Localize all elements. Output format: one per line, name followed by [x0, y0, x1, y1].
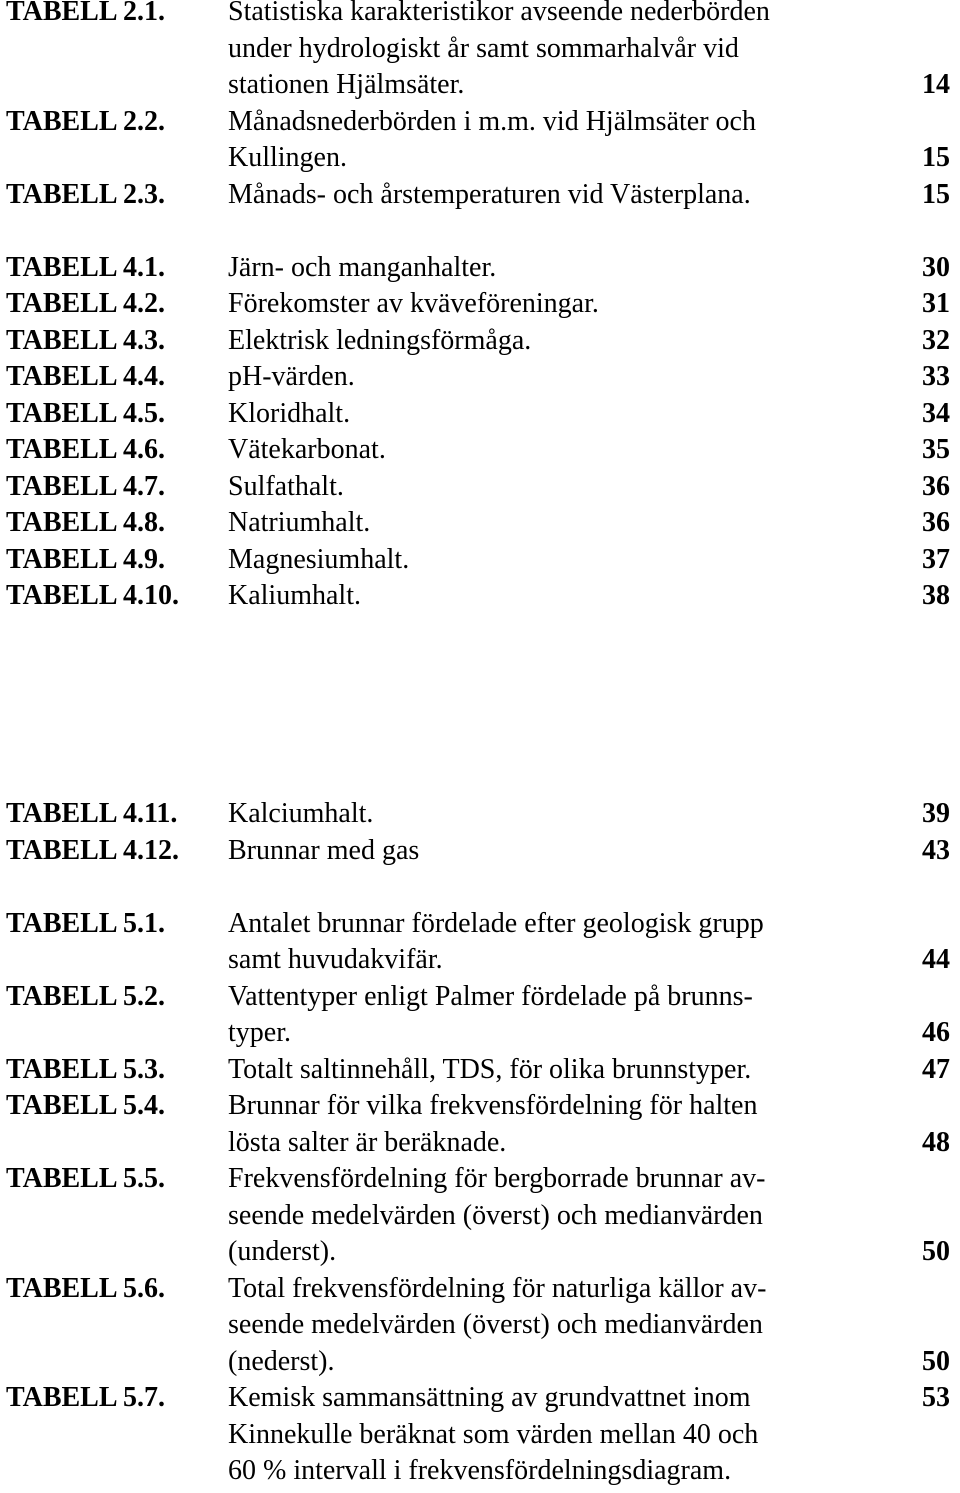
- page-number: 32: [922, 324, 950, 356]
- table-label: TABELL 5.6.: [6, 1272, 165, 1304]
- toc-entry: [6, 104, 960, 177]
- table-label: TABELL 4.5.: [6, 397, 165, 429]
- table-title: [228, 250, 874, 287]
- toc-entry: [6, 250, 960, 287]
- table-label: TABELL 2.3.: [6, 178, 165, 210]
- table-title-line: Förekomster av kväveföreningar.: [228, 288, 599, 319]
- table-title: [228, 323, 874, 360]
- table-title-line: Kullingen.: [228, 142, 347, 173]
- table-title-line: Kemisk sammansättning av grundvattnet inom: [228, 1382, 751, 1413]
- table-label: TABELL 5.5.: [6, 1163, 165, 1194]
- table-title: [228, 1052, 874, 1089]
- toc-entry: [6, 505, 960, 542]
- toc-entry: [6, 1271, 960, 1381]
- table-title-line: Vätekarbonat.: [228, 434, 386, 465]
- table-title-line: Brunnar för vilka frekvensfördelning för halten: [228, 1090, 758, 1121]
- table-title-line: Sulfathalt.: [228, 470, 344, 502]
- page-number: 31: [922, 288, 950, 319]
- table-title-line: Järn- och manganhalter.: [228, 251, 497, 283]
- toc-entry: [6, 1052, 960, 1089]
- table-title-line: stationen Hjälmsäter.: [228, 69, 465, 100]
- page-number: 48: [922, 1126, 950, 1158]
- toc-entry: [6, 1088, 960, 1161]
- page-number: 50: [922, 1236, 950, 1267]
- table-label: TABELL 5.2.: [6, 980, 165, 1012]
- table-title: [228, 1271, 874, 1381]
- toc-entry: [6, 979, 960, 1052]
- table-label: TABELL 4.11.: [6, 798, 178, 829]
- toc-entry: [6, 1380, 960, 1490]
- page-number: 43: [922, 834, 950, 866]
- table-title-line: Statistiska karakteristikor avseende nederbörden: [228, 0, 770, 27]
- table-title-line: pH-värden.: [228, 361, 355, 392]
- toc-entry: [6, 1161, 960, 1271]
- table-title: [228, 796, 874, 833]
- toc-block-2: [6, 796, 960, 1490]
- table-title-line: Natriumhalt.: [228, 507, 371, 538]
- table-title-line: Kaliumhalt.: [228, 580, 361, 611]
- table-title-line: typer.: [228, 1017, 291, 1048]
- table-title: [228, 833, 874, 870]
- page-number: 30: [922, 251, 950, 283]
- table-label: TABELL 4.9.: [6, 543, 165, 575]
- page-number: 47: [922, 1053, 950, 1085]
- toc-block-1: [6, 0, 960, 615]
- toc-entry: [6, 542, 960, 579]
- table-title: [228, 906, 874, 979]
- table-title-line: Antalet brunnar fördelade efter geologisk grupp: [228, 907, 764, 939]
- page-number: 53: [922, 1382, 950, 1413]
- table-title: [228, 469, 874, 506]
- table-title-line: Kalciumhalt.: [228, 798, 374, 829]
- table-title-line: Totalt saltinnehåll, TDS, för olika brunnstyper.: [228, 1053, 752, 1085]
- table-title: [228, 505, 874, 542]
- table-title-line: Magnesiumhalt.: [228, 543, 410, 575]
- page-number: 36: [922, 470, 950, 502]
- table-label: TABELL 5.7.: [6, 1382, 165, 1413]
- table-title: [228, 542, 874, 579]
- toc-entry: [6, 432, 960, 469]
- page-number: 34: [922, 397, 950, 429]
- page-number: 15: [922, 178, 950, 210]
- table-title-line: under hydrologiskt år samt sommarhalvår vid: [228, 32, 739, 64]
- table-title: [228, 104, 874, 177]
- page-number: 50: [922, 1345, 950, 1377]
- table-title-line: seende medelvärden (överst) och medianvärden: [228, 1199, 763, 1231]
- table-title: [228, 0, 874, 104]
- table-title: [228, 979, 874, 1052]
- table-label: TABELL 5.1.: [6, 907, 165, 939]
- table-label: TABELL 2.1.: [6, 0, 165, 27]
- table-title-line: 60 % intervall i frekvensfördelningsdiagram.: [228, 1455, 732, 1486]
- table-label: TABELL 4.8.: [6, 507, 165, 538]
- table-label: TABELL 4.6.: [6, 434, 165, 465]
- table-label: TABELL 4.12.: [6, 834, 179, 866]
- table-label: TABELL 4.1.: [6, 251, 165, 283]
- table-title: [228, 177, 874, 214]
- toc-entry: [6, 906, 960, 979]
- table-title-line: lösta salter är beräknade.: [228, 1126, 507, 1158]
- page-number: 36: [922, 507, 950, 538]
- page-number: 39: [922, 798, 950, 829]
- page-number: 35: [922, 434, 950, 465]
- toc-entry: [6, 177, 960, 214]
- table-title-line: Månadsnederbörden i m.m. vid Hjälmsäter och: [228, 105, 756, 137]
- table-title: [228, 1161, 874, 1271]
- page-number: 46: [922, 1017, 950, 1048]
- table-title: [228, 359, 874, 396]
- table-title-line: Månads- och årstemperaturen vid Västerplana.: [228, 178, 751, 210]
- table-title: [228, 432, 874, 469]
- table-title: [228, 286, 874, 323]
- toc-entry: [6, 286, 960, 323]
- table-label: TABELL 4.2.: [6, 288, 165, 319]
- table-title: [228, 1380, 874, 1490]
- table-label: TABELL 4.10.: [6, 580, 179, 611]
- table-title-line: Elektrisk ledningsförmåga.: [228, 324, 532, 356]
- table-title: [228, 1088, 874, 1161]
- table-title-line: Brunnar med gas: [228, 834, 420, 866]
- toc-entry: [6, 396, 960, 433]
- toc-entry: [6, 796, 960, 833]
- table-title-line: Vattentyper enligt Palmer fördelade på brunns-: [228, 980, 753, 1012]
- page-number: 15: [922, 142, 950, 173]
- table-title-line: Kloridhalt.: [228, 397, 351, 429]
- table-label: TABELL 4.4.: [6, 361, 165, 392]
- table-label: TABELL 5.3.: [6, 1053, 165, 1085]
- table-title-line: Total frekvensfördelning för naturliga källor av-: [228, 1272, 767, 1304]
- page-number: 44: [922, 944, 950, 975]
- page-number: 14: [922, 69, 950, 100]
- table-label: TABELL 2.2.: [6, 105, 165, 137]
- table-title-line: Kinnekulle beräknat som värden mellan 40 och: [228, 1418, 759, 1450]
- toc-entry: [6, 469, 960, 506]
- page-number: 33: [922, 361, 950, 392]
- toc-entry: [6, 833, 960, 870]
- table-label: TABELL 5.4.: [6, 1090, 165, 1121]
- table-title-line: samt huvudakvifär.: [228, 944, 443, 975]
- table-title-line: Frekvensfördelning för bergborrade brunnar av-: [228, 1163, 766, 1194]
- page-number: 38: [922, 580, 950, 611]
- toc-entry: [6, 323, 960, 360]
- page-number: 37: [922, 543, 950, 575]
- table-title: [228, 396, 874, 433]
- toc-entry: [6, 578, 960, 615]
- toc-entry: [6, 0, 960, 104]
- table-title-line: (nederst).: [228, 1345, 335, 1377]
- table-label: TABELL 4.3.: [6, 324, 165, 356]
- table-title: [228, 578, 874, 615]
- table-title-line: seende medelvärden (överst) och medianvärden: [228, 1309, 763, 1340]
- toc-entry: [6, 359, 960, 396]
- table-title-line: (underst).: [228, 1236, 337, 1267]
- table-label: TABELL 4.7.: [6, 470, 165, 502]
